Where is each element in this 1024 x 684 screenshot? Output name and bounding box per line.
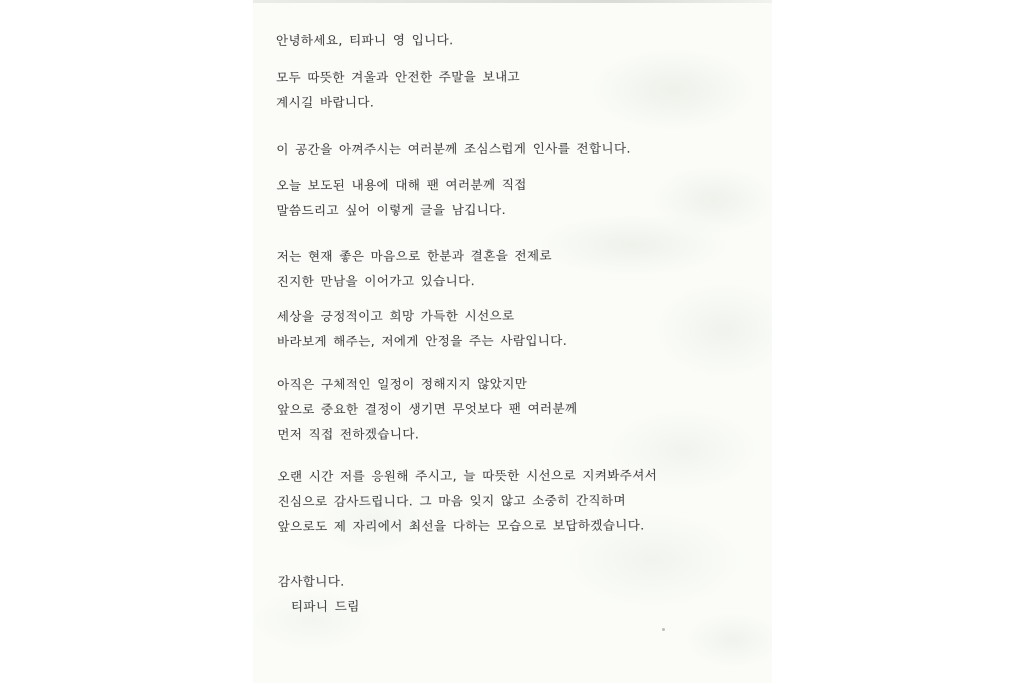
letter-line: 진지한 만남을 이어가고 있습니다. [276,273,475,289]
letter-paper [253,0,772,683]
paragraph-greeting [276,27,454,53]
paragraph-wishes [276,64,520,115]
letter-line: 모두 따뜻한 겨울과 안전한 주말을 보내고 [276,68,521,85]
paragraph-gratitude [277,462,657,538]
letter-line: 먼저 직접 전하겠습니다. [277,426,420,442]
paragraph-hello-space [276,136,631,162]
letter-line: 오늘 보도된 내용에 대해 팬 여러분께 직접 [276,176,527,193]
handwritten-letter [252,0,773,684]
letter-line: 아직은 구체적인 일정이 정해지지 않았지만 [277,375,528,392]
letter-line: 오랜 시간 저를 응원해 주시고, 늘 따뜻한 시선으로 지켜봐주셔서 [277,467,658,484]
paragraph-reason [276,172,527,223]
signature: 티파니 드림 [290,598,360,614]
letter-line: 바라보게 해주는, 저에게 안정을 주는 사람입니다. [276,332,568,349]
closing-thanks: 감사합니다. [277,573,345,589]
letter-line: 계시길 바랍니다. [276,94,375,110]
letter-line: 말씀드리고 싶어 이렇게 글을 남깁니다. [276,202,507,218]
scan-speck [662,628,665,631]
paragraph-person [277,303,567,354]
letter-line: 진심으로 감사드립니다. 그 마음 잊지 않고 소중히 간직하며 [277,492,626,509]
letter-line: 안녕하세요, 티파니 영 입니다. [275,32,454,48]
letter-line: 이 공간을 아껴주시는 여러분께 조심스럽게 인사를 전합니다. [276,140,631,157]
letter-line: 저는 현재 좋은 마음으로 한분과 결혼을 전제로 [276,247,553,264]
letter-line: 세상을 긍정적이고 희망 가득한 시선으로 [276,307,515,324]
letter-line: 앞으로도 제 자리에서 최선을 다하는 모습으로 보답하겠습니다. [277,517,645,534]
letter-line: 앞으로 중요한 결정이 생기면 무엇보다 팬 여러분께 [277,400,578,417]
paragraph-closing [278,569,360,619]
paragraph-relationship [277,243,552,294]
paragraph-plans [277,371,577,447]
